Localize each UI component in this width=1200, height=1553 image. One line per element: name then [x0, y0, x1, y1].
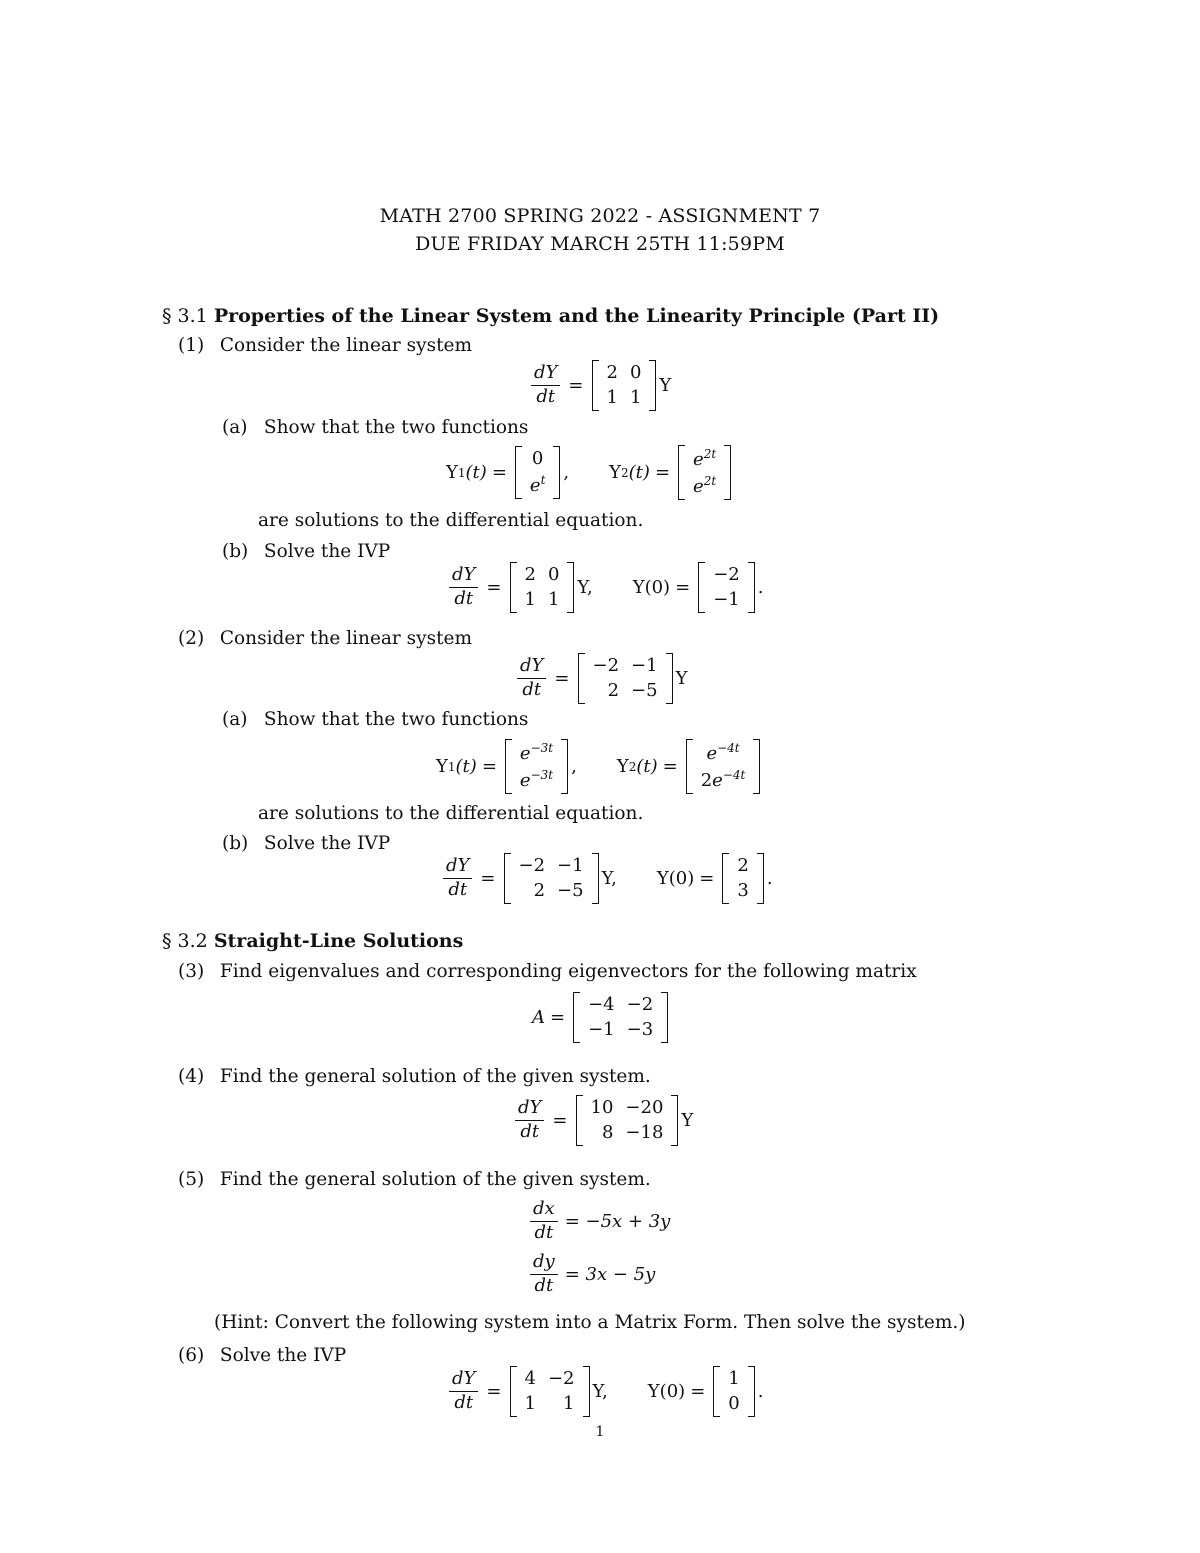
problem-2: (2) Consider the linear system [178, 628, 473, 649]
section-3-2-heading: § 3.2 Straight-Line Solutions [162, 930, 464, 952]
problem-3: (3) Find eigenvalues and corresponding eigenvectors for the following matrix [178, 961, 917, 982]
problem-1 [178, 335, 472, 356]
vector-ic-p2: 2 3 [722, 853, 763, 904]
section-symbol: § 3.1 [162, 305, 208, 327]
matrix-p2: −2 −1 2 −5 [578, 653, 673, 704]
equation-p1-system: $\frac{dY}{dt}$ = 2 0 1 1 Y [528, 360, 671, 411]
problem-1b: (b) Solve the IVP [222, 541, 391, 562]
p1a-after-text: are solutions to the differential equation. [258, 510, 644, 531]
equation-p2a-functions: Y 1 (t) = $e^{-3t}$ $e^{-3t}$ , Y 2 (t) = $e^{-4t}$ $2e^{-4t}$ [436, 739, 763, 794]
problem-4: (4) Find the general solution of the given system. [178, 1066, 651, 1087]
equation-p2b-ivp: $\frac{dY}{dt}$ = −2 −1 2 −5 Y, Y(0) = 2 3 . [440, 853, 773, 904]
equation-p1a-functions: Y 1 (t) = 0 $e^t$ , Y 2 (t) = $e^{2t}$ $e^{2t}$ [446, 445, 734, 500]
header-title-line1: MATH 2700 SPRING 2022 - ASSIGNMENT 7 [379, 205, 821, 227]
problem-text: Consider the linear system [219, 335, 473, 356]
vector-ic-p1: −2 −1 [698, 562, 755, 613]
matrix-p1b: 2 0 1 1 [510, 562, 575, 613]
matrix-p4: 10 −20 8 −18 [576, 1095, 679, 1146]
header-title-line2: DUE FRIDAY MARCH 25TH 11:59PM [415, 233, 785, 255]
matrix-p1: 2 0 1 1 [592, 360, 657, 411]
problem-2b: (b) Solve the IVP [222, 833, 391, 854]
page-number: 1 [595, 1424, 605, 1440]
problem-1a: (a) Show that the two functions [222, 417, 529, 438]
equation-p3-matrix: A = −4 −2 −1 −3 [532, 992, 671, 1043]
problem-6: (6) Solve the IVP [178, 1345, 347, 1366]
matrix-p6: 4 −2 1 1 [510, 1366, 590, 1417]
matrix-p2b: −2 −1 2 −5 [504, 853, 599, 904]
vector-y1-p1: 0 $e^t$ [515, 446, 560, 499]
vector-ic-p6: 1 0 [713, 1366, 754, 1417]
problem-5: (5) Find the general solution of the given system. [178, 1169, 651, 1190]
problem-number: (1) [178, 335, 205, 356]
problem-2a: (a) Show that the two functions [222, 709, 529, 730]
equation-p2-system: $\frac{dY}{dt}$ = −2 −1 2 −5 Y [514, 653, 687, 704]
section-3-1-heading [162, 305, 939, 327]
fraction-dy-dt: $\frac{dY}{dt}$ [531, 364, 560, 407]
matrix-p3: −4 −2 −1 −3 [573, 992, 668, 1043]
equation-p5-dy: $\frac{dy}{dt}$ = 3x − 5y [527, 1253, 655, 1296]
problem-5-hint: (Hint: Convert the following system into a Matrix Form. Then solve the system.) [214, 1312, 966, 1333]
equation-p4-system: $\frac{dY}{dt}$ = 10 −20 8 −18 Y [512, 1095, 693, 1146]
vector-y1-p2: $e^{-3t}$ $e^{-3t}$ [505, 739, 568, 794]
p2a-after-text: are solutions to the differential equation. [258, 803, 644, 824]
equation-p5-dx: $\frac{dx}{dt}$ = −5x + 3y [527, 1200, 670, 1243]
section-title: Properties of the Linear System and the Linearity Principle (Part II) [213, 305, 940, 327]
equation-p1b-ivp: $\frac{dY}{dt}$ = 2 0 1 1 Y, Y(0) = −2 −1 . [446, 562, 763, 613]
vector-y2-p1: $e^{2t}$ $e^{2t}$ [678, 445, 731, 500]
vector-y2-p2: $e^{-4t}$ $2e^{-4t}$ [686, 739, 761, 794]
equation-p6-ivp: $\frac{dY}{dt}$ = 4 −2 1 1 Y, Y(0) = 1 0 . [446, 1366, 763, 1417]
